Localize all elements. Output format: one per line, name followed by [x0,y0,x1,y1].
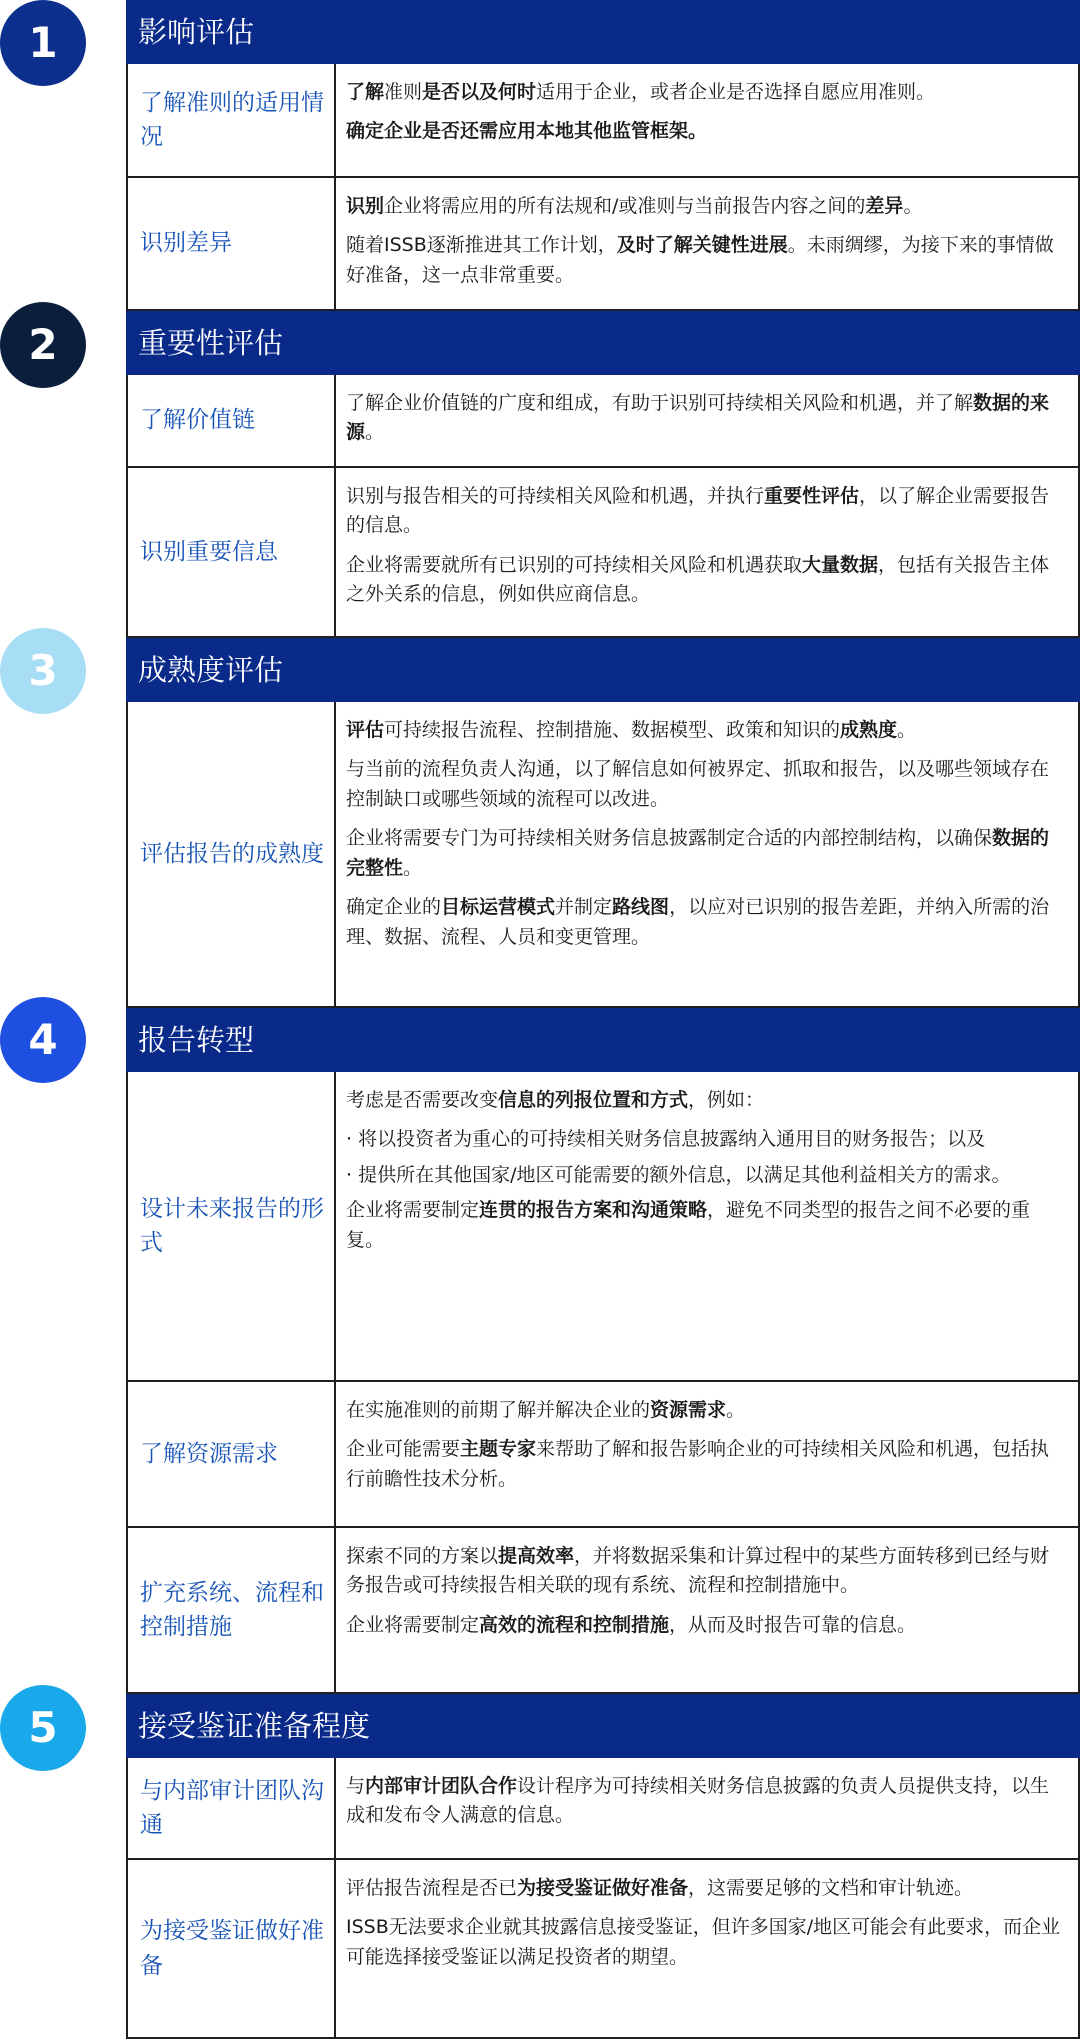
row-prepare-for-assurance [126,1860,1080,2039]
content-paragraph: · 将以投资者为重心的可持续相关财务信息披露纳入通用目的财务报告；以及 [346,1128,986,1151]
row-understand-resource-needs [126,1382,1080,1528]
content-paragraph: 在实施准则的前期了解并解决企业的资源需求。 [346,1399,746,1421]
content-paragraph: ISSB无法要求企业就其披露信息接受鉴证，但许多国家/地区可能会有此要求，而企业可能选择接受鉴证以满足投资者的期望。 [346,1916,1061,1968]
content-paragraph: 企业将需要制定连贯的报告方案和沟通策略，避免不同类型的报告之间不必要的重复。 [346,1199,1031,1251]
content-paragraph: 探索不同的方案以提高效率，并将数据采集和计算过程中的某些方面转移到已经与财务报告或可持续报告相关联的现有系统、流程和控制措施中。 [346,1545,1050,1597]
content-paragraph: 企业可能需要主题专家来帮助了解和报告影响企业的可持续相关风险和机遇，包括执行前瞻性技术分析。 [346,1438,1050,1490]
row-label: 了解价值链 [128,375,336,466]
section-header-impact-assessment: 影响评估 [126,0,1080,64]
section-header-maturity-assessment: 成熟度评估 [126,638,1080,702]
row-assess-reporting-maturity [126,702,1080,1008]
row-content [336,178,1078,309]
step-number-3: 3 [0,628,86,714]
content-paragraph: 企业将需要就所有已识别的可持续相关风险和机遇获取大量数据，包括有关报告主体之外关系的信息，例如供应商信息。 [346,553,1050,606]
step-number-4: 4 [0,997,86,1083]
content-paragraph: · 提供所在其他国家/地区可能需要的额外信息，以满足其他利益相关方的需求。 [346,1163,1011,1186]
row-content [336,1072,1078,1380]
content-paragraph: 了解准则是否以及何时适用于企业，或者企业是否选择自愿应用准则。 [346,81,936,103]
content-paragraph: 确定企业的目标运营模式并制定路线图，以应对已识别的报告差距，并纳入所需的治理、数据、流程、人员和变更管理。 [346,896,1050,948]
content-paragraph: 识别企业将需应用的所有法规和/或准则与当前报告内容之间的差异。 [346,195,923,217]
row-content [336,702,1078,1006]
step-number-2: 2 [0,302,86,388]
content-paragraph: 与当前的流程负责人沟通，以了解信息如何被界定、抓取和报告，以及哪些领域存在控制缺口或哪些领域的流程可以改进。 [346,758,1050,810]
row-label: 与内部审计团队沟通 [128,1758,336,1858]
content-paragraph: 评估可持续报告流程、控制措施、数据模型、政策和知识的成熟度。 [346,719,917,741]
row-label: 扩充系统、流程和控制措施 [128,1528,336,1692]
row-label: 了解资源需求 [128,1382,336,1526]
row-communicate-internal-audit [126,1758,1080,1860]
step-number-5: 5 [0,1685,86,1771]
row-label: 评估报告的成熟度 [128,702,336,1006]
step-number-1: 1 [0,0,86,86]
content-paragraph: 识别与报告相关的可持续相关风险和机遇，并执行重要性评估，以了解企业需要报告的信息。 [346,485,1050,537]
row-content [336,1758,1078,1858]
row-label: 设计未来报告的形式 [128,1072,336,1380]
row-expand-systems-processes [126,1528,1080,1694]
row-content [336,64,1078,176]
content-paragraph: 企业将需要制定高效的流程和控制措施，从而及时报告可靠的信息。 [346,1613,917,1636]
row-content [336,1528,1078,1692]
row-label: 为接受鉴证做好准备 [128,1860,336,2037]
row-label: 识别重要信息 [128,468,336,636]
section-header-reporting-transformation: 报告转型 [126,1008,1080,1072]
content-paragraph: 评估报告流程是否已为接受鉴证做好准备，这需要足够的文档和审计轨迹。 [346,1877,974,1899]
section-header-assurance-readiness: 接受鉴证准备程度 [126,1694,1080,1758]
content-paragraph: 确定企业是否还需应用本地其他监管框架。 [346,120,708,143]
row-design-future-reporting [126,1072,1080,1382]
row-content [336,468,1078,636]
row-identify-material-info [126,468,1080,638]
content-paragraph: 与内部审计团队合作设计程序为可持续相关财务信息披露的负责人员提供支持，以生成和发布令人满意的信息。 [346,1775,1050,1827]
row-label: 了解准则的适用情况 [128,64,336,176]
content-paragraph: 企业将需要专门为可持续相关财务信息披露制定合适的内部控制结构，以确保数据的完整性。 [346,827,1050,879]
content-paragraph: 随着ISSB逐渐推进其工作计划，及时了解关键性进展。未雨绸缪，为接下来的事情做好准备，这一点非常重要。 [346,234,1054,286]
content-paragraph: 了解企业价值链的广度和组成，有助于识别可持续相关风险和机遇，并了解数据的来源。 [346,392,1050,444]
row-label: 识别差异 [128,178,336,309]
section-header-materiality-assessment: 重要性评估 [126,311,1080,375]
row-content [336,1382,1078,1526]
row-content [336,375,1078,466]
row-identify-gaps [126,178,1080,311]
content-paragraph: 考虑是否需要改变信息的列报位置和方式，例如： [346,1089,765,1111]
row-understand-applicability [126,64,1080,178]
row-content [336,1860,1078,2037]
row-understand-value-chain [126,375,1080,468]
